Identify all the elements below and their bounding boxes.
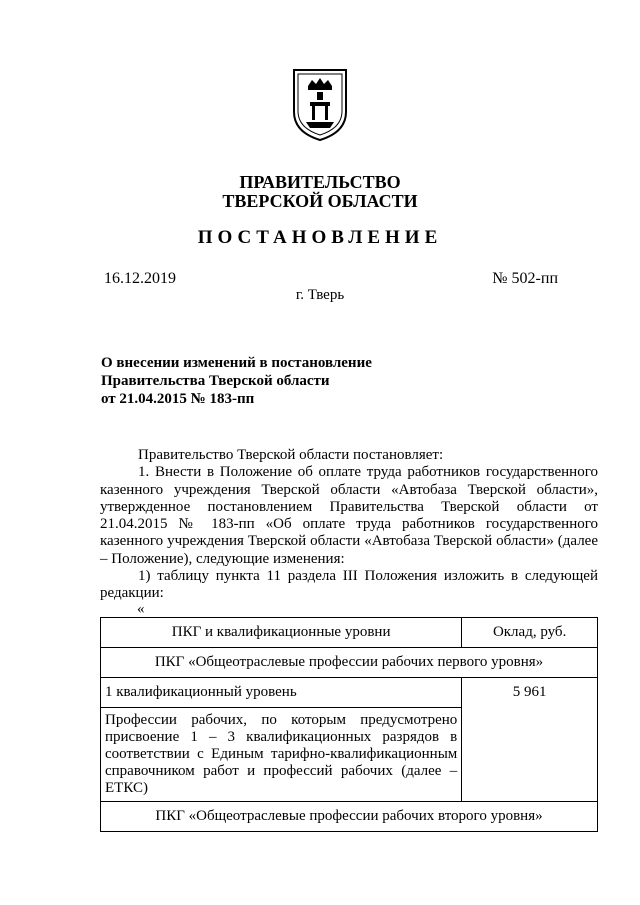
table-row (101, 678, 598, 708)
body-paragraph-2: 1. Внести в Положение об оплате труда работников государственного казенного учреждения Тверской области «Автобаза Тверской области», утвержденное постановлением Правительства Тверской области от 21.04.2015 № 183-пп «Об оплате труда работников государственного казенного учреждения Тверской области «Автобаза Тверской области» (далее – Положение), следующие изменения: (100, 464, 598, 567)
salary-cell: 5 961 (462, 678, 598, 802)
table-row (101, 802, 598, 832)
level-cell: 1 квалификационный уровень (101, 678, 462, 708)
government-title-line1: ПРАВИТЕЛЬСТВО (239, 172, 401, 192)
document-city: г. Тверь (295, 287, 345, 303)
document-number: № 502-пп (492, 270, 558, 287)
government-title-line2: ТВЕРСКОЙ ОБЛАСТИ (222, 191, 418, 211)
coat-of-arms-icon (290, 66, 350, 142)
table-header-row (101, 618, 598, 648)
document-type: ПОСТАНОВЛЕНИЕ (197, 227, 443, 248)
document-subject (101, 354, 372, 408)
body-paragraph-3: 1) таблицу пункта 11 раздела III Положения изложить в следующей редакции: (100, 568, 598, 602)
subject-line1: О внесении изменений в постановление (101, 355, 372, 371)
subject-line2: Правительства Тверской области (101, 373, 330, 389)
document-date: 16.12.2019 (104, 270, 176, 287)
opening-quote: « (137, 601, 145, 617)
document-body (100, 447, 598, 603)
group-heading-cell: ПКГ «Общеотраслевые профессии рабочих второго уровня» (101, 802, 598, 832)
subject-line3: от 21.04.2015 № 183-пп (101, 391, 255, 407)
body-paragraph-1: Правительство Тверской области постановляет: (138, 447, 444, 463)
table-row (101, 648, 598, 678)
description-cell: Профессии рабочих, по которым предусмотрено присвоение 1 – 3 квалификационных разрядов в соответствии с Единым тарифно-квалификационным справочником работ и профессий рабочих (далее – ЕТКС) (101, 708, 462, 802)
group-heading-cell: ПКГ «Общеотраслевые профессии рабочих первого уровня» (101, 648, 598, 678)
table-header-cell: Оклад, руб. (462, 618, 598, 648)
table-header-cell: ПКГ и квалификационные уровни (101, 618, 462, 648)
salary-table (100, 617, 598, 832)
